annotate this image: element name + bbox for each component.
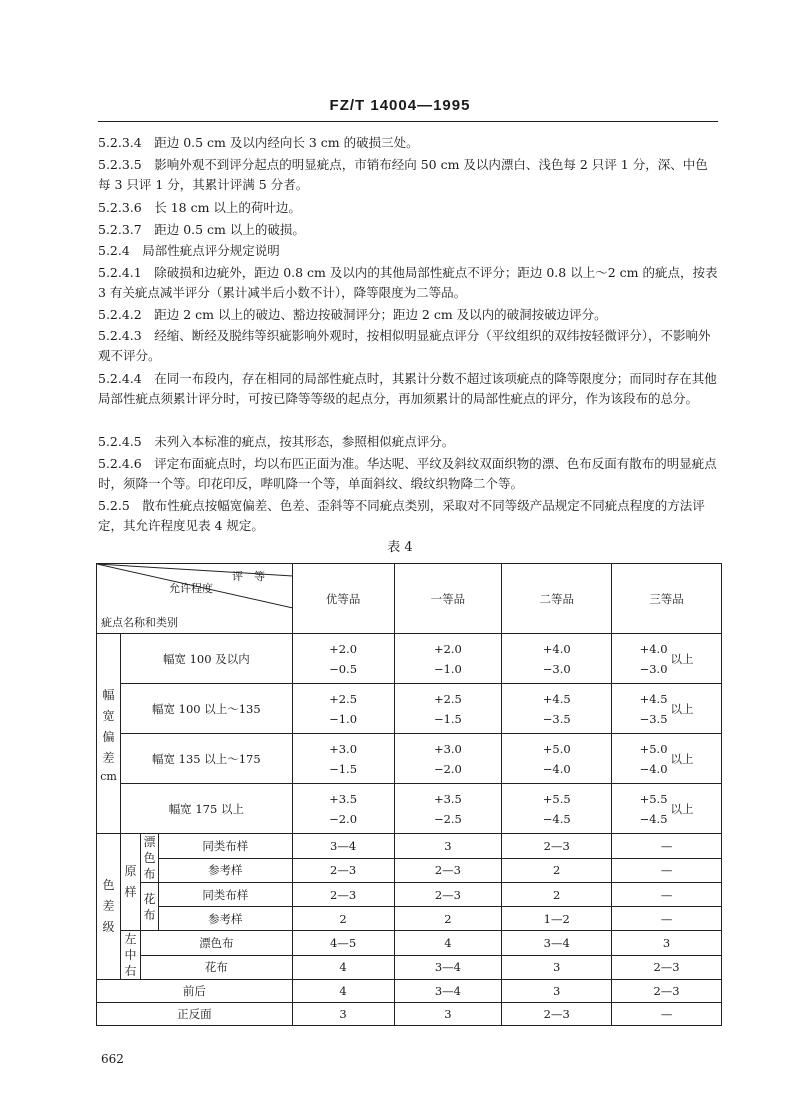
color-value: 2—3 <box>394 883 502 907</box>
tol-cell <box>502 734 612 784</box>
tol-upper: +4.0 <box>542 641 571 656</box>
page-number: 662 <box>101 1052 124 1066</box>
grade-header-2: 一等品 <box>394 564 502 634</box>
tol-upper: +4.0 <box>639 641 668 656</box>
table-row <box>97 858 722 883</box>
tol-upper: +5.5 <box>639 791 668 806</box>
tol-suffix: 以上 <box>670 651 694 666</box>
tol-lower: −1.0 <box>433 661 462 676</box>
width-row-name: 幅宽 100 以上～135 <box>120 684 292 734</box>
clause-5-2-3-6: 5.2.3.6 长 18 cm 以上的荷叶边。 <box>98 200 301 215</box>
tol-lower: −2.5 <box>433 811 462 826</box>
table-row <box>97 907 722 931</box>
color-value: — <box>612 858 722 883</box>
tol-lower: −1.5 <box>329 761 358 776</box>
tol-upper: +2.0 <box>329 641 358 656</box>
tol-lower: −3.0 <box>542 661 571 676</box>
color-value: 3 <box>502 980 612 1003</box>
color-value: — <box>612 883 722 907</box>
width-group-label: 幅宽偏差 <box>102 687 115 765</box>
lmr-group-cell <box>120 931 140 980</box>
color-value: 2—3 <box>394 858 502 883</box>
color-row-name: 漂色布 <box>140 931 292 956</box>
color-value: 3—4 <box>292 834 394 859</box>
table-row <box>97 684 722 734</box>
color-row-name: 同类布样 <box>158 834 292 859</box>
tol-upper: +3.0 <box>329 741 358 756</box>
tol-cell <box>394 634 502 684</box>
width-row-name: 幅宽 175 以上 <box>120 784 292 834</box>
tol-cell <box>502 634 612 684</box>
color-value: 2 <box>394 907 502 931</box>
tol-lower: −0.5 <box>329 661 358 676</box>
clause-5-2-4-2: 5.2.4.2 距边 2 cm 以上的破边、豁边按破洞评分；距边 2 cm 及以内的破洞按破边评分。 <box>98 307 607 322</box>
color-value: 3—4 <box>394 980 502 1003</box>
grade-header-4: 三等品 <box>612 564 722 634</box>
tol-lower: −3.0 <box>639 661 668 676</box>
color-value: 2 <box>502 883 612 907</box>
table-header-row <box>97 564 722 634</box>
clause-5-2-3-7: 5.2.3.7 距边 0.5 cm 以上的破损。 <box>98 222 305 237</box>
width-row-name: 幅宽 135 以上～175 <box>120 734 292 784</box>
color-value: 2—3 <box>292 858 394 883</box>
color-row-name: 参考样 <box>158 858 292 883</box>
tol-upper: +4.5 <box>542 691 571 706</box>
corner-defect-label: 疵点名称和类别 <box>101 616 178 629</box>
tol-lower: −4.0 <box>639 761 668 776</box>
tol-suffix: 以上 <box>670 801 694 816</box>
tol-lower: −3.5 <box>639 711 668 726</box>
table-row <box>97 955 722 980</box>
tol-cell <box>292 634 394 684</box>
table-row <box>97 634 722 684</box>
tol-upper: +2.0 <box>433 641 462 656</box>
document-header: FZ/T 14004—1995 <box>329 97 471 114</box>
corner-grade-label: 评 等 <box>232 570 265 583</box>
bleach-group-label: 漂色布 <box>143 835 156 881</box>
bleach-group-cell <box>140 834 158 883</box>
tol-cell <box>292 734 394 784</box>
color-group-cell <box>97 834 121 980</box>
color-value: 4 <box>292 980 394 1003</box>
color-group-label: 色差级 <box>102 878 115 934</box>
corner-allow-label: 允许程度 <box>169 582 213 595</box>
tol-cell <box>394 734 502 784</box>
tol-upper: +2.5 <box>433 691 462 706</box>
color-value: 2—3 <box>502 834 612 859</box>
color-value: 3—4 <box>394 955 502 980</box>
tol-lower: −4.0 <box>542 761 571 776</box>
color-value: 2—3 <box>612 980 722 1003</box>
tol-suffix: 以上 <box>670 701 694 716</box>
tol-upper: +5.0 <box>542 741 571 756</box>
tol-cell <box>394 784 502 834</box>
table-row <box>97 883 722 907</box>
lmr-group-label: 左中右 <box>124 932 137 978</box>
color-value: 2—3 <box>502 1003 612 1026</box>
color-value: — <box>612 907 722 931</box>
clause-5-2-4-4: 5.2.4.4 在同一布段内，存在相同的局部性疵点时，其累计分数不超过该项疵点的降等限度分；而同时存在其他局部性疵点须累计评分时，可按已降等等级的起点分，再加须累计的局部性疵点的评分，作为该段布的总分。 <box>98 371 717 406</box>
clause-5-2-4-3: 5.2.4.3 经缩、断经及脱纬等织疵影响外观时，按相似明显疵点评分（平纹组织的双纬按轻微评分），不影响外观不评分。 <box>98 328 711 363</box>
color-value: 3 <box>612 931 722 956</box>
table-row <box>97 931 722 956</box>
color-value: 2 <box>502 858 612 883</box>
clause-5-2-4-1: 5.2.4.1 除破损和边疵外，距边 0.8 cm 及以内的其他局部性疵点不评分；距边 0.8 以上～2 cm 的疵点，按表 3 有关疵点减半评分（累计减半后小数不计），降等限度为二等品。 <box>98 265 718 300</box>
tolerance-table <box>96 563 722 1026</box>
tol-cell <box>612 634 722 684</box>
tol-cell <box>502 784 612 834</box>
width-group-unit: cm <box>100 769 117 783</box>
tol-cell <box>612 784 722 834</box>
color-value: — <box>612 1003 722 1026</box>
tol-upper: +4.5 <box>639 691 668 706</box>
tol-cell <box>612 734 722 784</box>
table-row <box>97 834 722 859</box>
tol-lower: −3.5 <box>542 711 571 726</box>
grade-header-3: 二等品 <box>502 564 612 634</box>
color-row-name: 花布 <box>140 955 292 980</box>
color-value: 3 <box>394 1003 502 1026</box>
tol-upper: +3.0 <box>433 741 462 756</box>
tol-upper: +3.5 <box>329 791 358 806</box>
color-value: 3 <box>502 955 612 980</box>
color-value: 2—3 <box>292 883 394 907</box>
color-value: 2 <box>292 907 394 931</box>
tol-lower: −2.0 <box>433 761 462 776</box>
tol-cell <box>612 684 722 734</box>
tol-upper: +2.5 <box>329 691 358 706</box>
color-value: 3 <box>292 1003 394 1026</box>
clause-5-2-4: 5.2.4 局部性疵点评分规定说明 <box>98 243 280 258</box>
tol-upper: +3.5 <box>433 791 462 806</box>
corner-header-cell <box>97 564 293 634</box>
color-row-name: 前后 <box>97 980 293 1003</box>
print-group-label: 花布 <box>143 891 156 922</box>
tol-lower: −4.5 <box>542 811 571 826</box>
color-value: 4 <box>394 931 502 956</box>
original-group-cell <box>120 834 140 931</box>
table-row <box>97 784 722 834</box>
original-group-label: 原样 <box>124 864 137 899</box>
tol-cell <box>292 684 394 734</box>
clause-5-2-5: 5.2.5 散布性疵点按幅宽偏差、色差、歪斜等不同疵点类别，采取对不同等级产品规定不同疵点程度的方法评定，其允许程度见表 4 规定。 <box>98 498 705 533</box>
header-rule <box>98 121 718 122</box>
print-group-cell <box>140 883 158 931</box>
color-value: 1—2 <box>502 907 612 931</box>
tol-suffix: 以上 <box>670 751 694 766</box>
grade-header-1: 优等品 <box>292 564 394 634</box>
tol-lower: −2.0 <box>329 811 358 826</box>
color-row-name: 同类布样 <box>158 883 292 907</box>
tol-cell <box>292 784 394 834</box>
color-value: 2—3 <box>612 955 722 980</box>
tol-cell <box>502 684 612 734</box>
color-value: 3—4 <box>502 931 612 956</box>
tol-lower: −1.5 <box>433 711 462 726</box>
table-row <box>97 980 722 1003</box>
clause-5-2-3-4: 5.2.3.4 距边 0.5 cm 及以内经向长 3 cm 的破损三处。 <box>98 135 419 150</box>
width-group-cell <box>97 634 121 834</box>
tol-upper: +5.0 <box>639 741 668 756</box>
table-title: 表 4 <box>387 540 413 555</box>
color-value: — <box>612 834 722 859</box>
color-value: 3 <box>394 834 502 859</box>
table-row <box>97 734 722 784</box>
color-value: 4 <box>292 955 394 980</box>
color-row-name: 参考样 <box>158 907 292 931</box>
tol-lower: −1.0 <box>329 711 358 726</box>
table-row <box>97 1003 722 1026</box>
clause-5-2-3-5: 5.2.3.5 影响外观不到评分起点的明显疵点，市销布经向 50 cm 及以内漂白、浅色每 2 只评 1 分，深、中色每 3 只评 1 分，其累计评满 5 分者。 <box>98 157 708 192</box>
tol-lower: −4.5 <box>639 811 668 826</box>
width-row-name: 幅宽 100 及以内 <box>120 634 292 684</box>
color-row-name: 正反面 <box>97 1003 293 1026</box>
tol-upper: +5.5 <box>542 791 571 806</box>
tol-cell <box>394 684 502 734</box>
clause-5-2-4-6: 5.2.4.6 评定布面疵点时，均以布匹正面为准。华达呢、平纹及斜纹双面织物的漂、色布反面有散布的明显疵点时，须降一个等。印花印反，哔叽降一个等，单面斜纹、缎纹织物降二个等。 <box>98 456 717 491</box>
clause-5-2-4-5: 5.2.4.5 未列入本标准的疵点，按其形态，参照相似疵点评分。 <box>98 434 455 449</box>
color-value: 4—5 <box>292 931 394 956</box>
